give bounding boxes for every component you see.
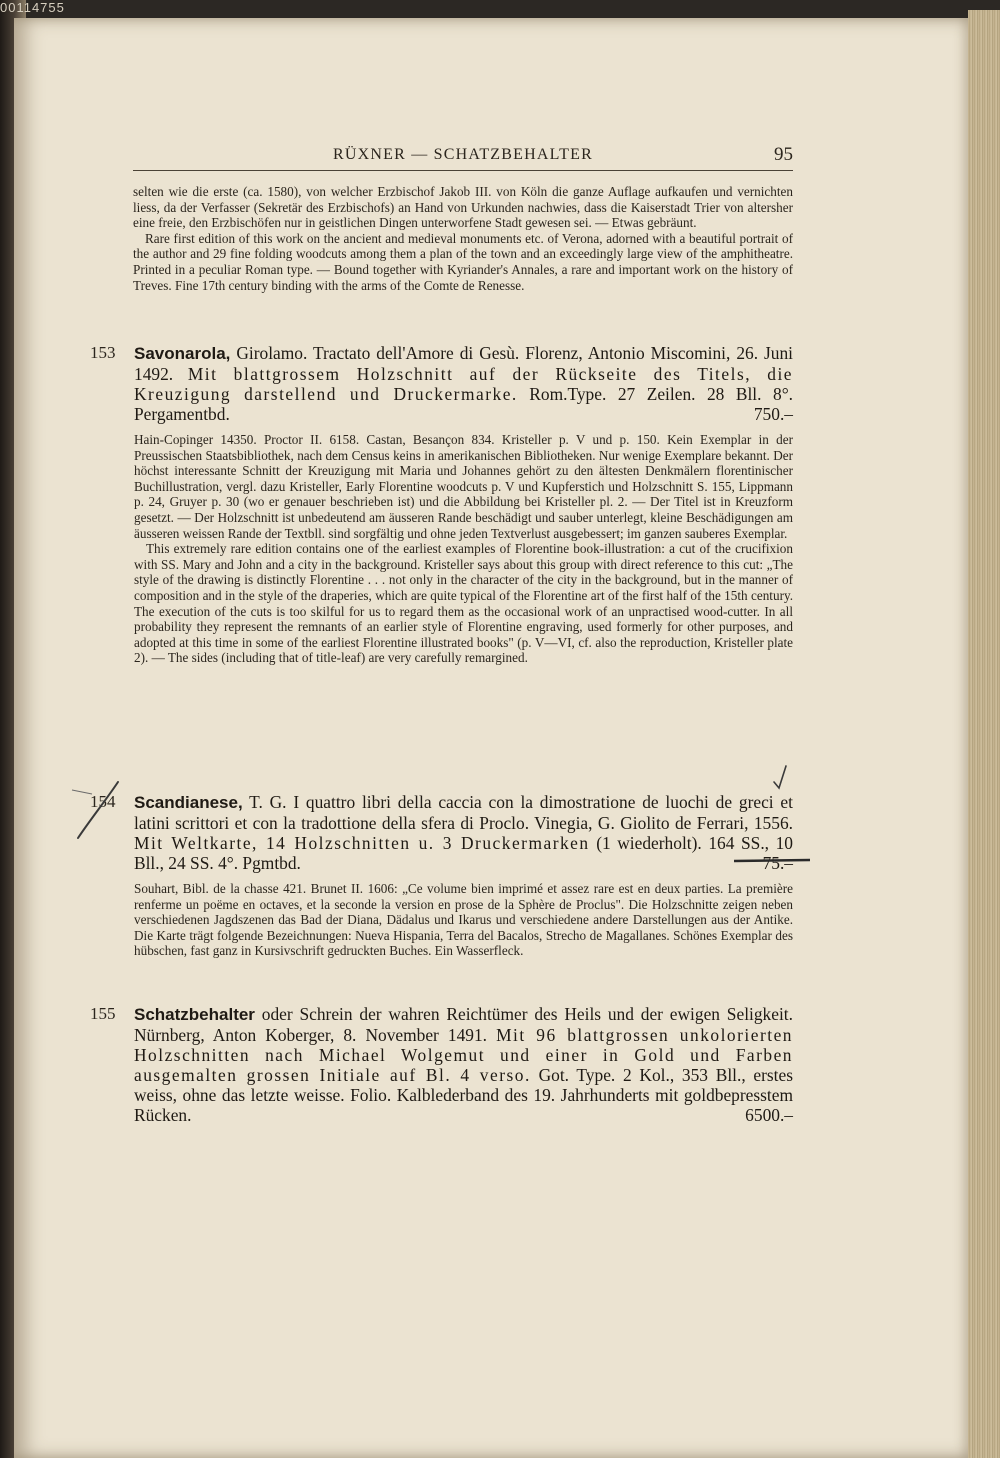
- lot-number: 154: [90, 792, 116, 811]
- entry-notes: [134, 881, 793, 959]
- entry-note-english: This extremely rare edition contains one of the earliest examples of Florentine book-illustration: a cut of the crucifixion with SS. Mary and John and a city in the background. Kristeller says about this group with direct reference to this cut: „The style of the drawing is distinctly Florentine . . . not only in the character of the city in the background, but in the manner of composition and in the style of the draperies, which are quite typical of the Florentine art of the first half of the 15th century. The execution of the cuts is too skilful for us to regard them as the occasional work of an unpractised wood-cutter. In all probability they represent the remnants of an earlier style of Florentine engraving, used formerly for other purposes, and adopted at this time in some of the earliest Florentine illustrated books" (p. V—VI, cf. also the reproduction, Kristeller plate 2). — The sides (including that of title-leaf) are very carefully remargined.: [134, 541, 793, 666]
- entry-heading: Savonarola,: [134, 344, 231, 363]
- lot-number: 153: [90, 343, 116, 362]
- entry-text-spaced: Mit Weltkarte, 14 Holzschnitten u. 3 Druckermarken: [134, 833, 590, 853]
- entry-text-a: Girolamo. Tractato dell'Amore di Gesù. Florenz, Antonio Miscomini, 26. Juni 1492.: [134, 343, 793, 384]
- entry-heading: Scandianese,: [134, 793, 243, 812]
- entry-heading: Schatzbehalter: [134, 1005, 255, 1024]
- running-title: RÜXNER — SCHATZBEHALTER: [333, 146, 593, 163]
- entry-description: [134, 1004, 793, 1125]
- running-head: [133, 146, 793, 171]
- page-number: 95: [774, 144, 793, 165]
- entry-price: 75.–: [762, 853, 793, 873]
- entry-text-b: (1 wiederholt). 164 SS., 10 Bll., 24 SS. 4°. Pgmtbd.: [134, 833, 793, 873]
- intro-note-german: selten wie die erste (ca. 1580), von welcher Erzbischof Jakob III. von Köln die ganze Auflage aufkaufen und vernichten liess, da der Verfasser (Sekretär des Erzbischofs) an Hand von Urkunden nachwies, dass die Kaiserstadt Trier von altersher eine freie, den Erzbischöfen nur in geistlichen Dingen unterworfene Stadt gewesen sei. — Etwas gebräunt.: [133, 184, 793, 231]
- entry-price: 6500.–: [745, 1105, 793, 1125]
- entry-text-a: oder Schrein der wahren Reichtümer des Heils und der ewigen Seligkeit. Nürnberg, Anton Koberger, 8. November 1491.: [134, 1004, 793, 1045]
- pencil-tick-mark: [770, 760, 790, 790]
- entry-description: [134, 792, 793, 873]
- entry-text-a: T. G. I quattro libri della caccia con la dimostratione de luochi de greci et latini scrittori et con la tradottione della sfera di Proclo. Vinegia, G. Giolito de Ferrari, 1556.: [134, 792, 793, 833]
- entry-note-german: Hain-Copinger 14350. Proctor II. 6158. Castan, Besançon 834. Kristeller p. V und p. 150. Kein Exemplar in der Preussischen Staatsbibliothek, nach dem Census keins in amerikanischen Bibliotheken. Nur wenige Exemplare bekannt. Der höchst interessante Schnitt der Kreuzigung mit Maria und Johannes gehört zu den ältesten Denkmälern florentinischer Buchillustration, vergl. dazu Kristeller, Early Florentine woodcuts p. V und Kupferstich und Holzschnitt S. 155, Lippmann p. 24, Gruyer p. 30 (wo er genauer beschrieben ist) und die Abbildung bei Kristeller pl. 2. — Der Titel ist in Kreuzform gesetzt. — Der Holzschnitt ist unbedeutend am äusseren Rande beschädigt und sauber unterlegt, kleine Beschädigungen am äusseren weissen Rande der Textbll. sind sorgfältig und ohne jeden Textverlust ausgebessert; im ganzen sauberes Exemplar.: [134, 432, 793, 541]
- entry-price: 750.–: [753, 404, 793, 424]
- archive-stamp: 00114755: [0, 0, 65, 15]
- entry-text-b: Got. Type. 2 Kol., 353 Bll., erstes weiss, ohne das letzte weisse. Folio. Kalblederband des 19. Jahrhunderts mit goldbepresstem Rücken.: [134, 1065, 793, 1125]
- entry-text-b: Rom.Type. 27 Zeilen. 28 Bll. 8°. Pergamentbd.: [134, 384, 793, 424]
- catalog-entry-153: [90, 343, 793, 666]
- intro-note-english: Rare first edition of this work on the ancient and medieval monuments etc. of Verona, adorned with a beautiful portrait of the author and 29 fine folding woodcuts among them a plan of the town and an exceedingly large view of the amphitheatre. Printed in a peculiar Roman type. — Bound together with Kyriander's Annales, a rare and important work on the history of Treves. Fine 17th century binding with the arms of the Comte de Renesse.: [133, 230, 793, 293]
- page-edges: [968, 10, 1000, 1458]
- price-strike-mark: [734, 858, 810, 864]
- pencil-slash-mark: [70, 780, 130, 840]
- entry-text-spaced: Mit blattgrossem Holzschnitt auf der Rückseite des Titels, die Kreuzigung darstellend und Druckermarke.: [134, 364, 793, 404]
- entry-notes: [134, 432, 793, 666]
- lot-number: 155: [90, 1004, 116, 1023]
- catalog-entry-155: [90, 1004, 793, 1125]
- entry-description: [134, 343, 793, 424]
- entry-text-spaced: Mit 96 blattgrossen unkolorierten Holzschnitten nach Michael Wolgemut und einer in Gold und Farben ausgemalten grossen Initiale auf Bl. 4 verso.: [134, 1025, 793, 1085]
- entry-note-german: Souhart, Bibl. de la chasse 421. Brunet II. 1606: „Ce volume bien imprimé et assez rare est en deux parties. La première renferme un poëme en octaves, et la seconde la version en prose de la Sphère de Proclus". Die Holzschnitte zeigen neben verschiedenen Jagdszenen das Bad der Diana, Dädalus und Ikarus und verschiedene andere Darstellungen aus der Antike. Die Karte trägt folgende Bezeichnungen: Nueva Hispania, Terra del Bacalos, Strecho de Magallanes. Schönes Exemplar des hübschen, fast ganz in Kursivschrift gedruckten Buches. Ein Wasserfleck.: [134, 881, 793, 959]
- catalog-entry-154: [90, 792, 793, 959]
- intro-notes: [133, 184, 793, 293]
